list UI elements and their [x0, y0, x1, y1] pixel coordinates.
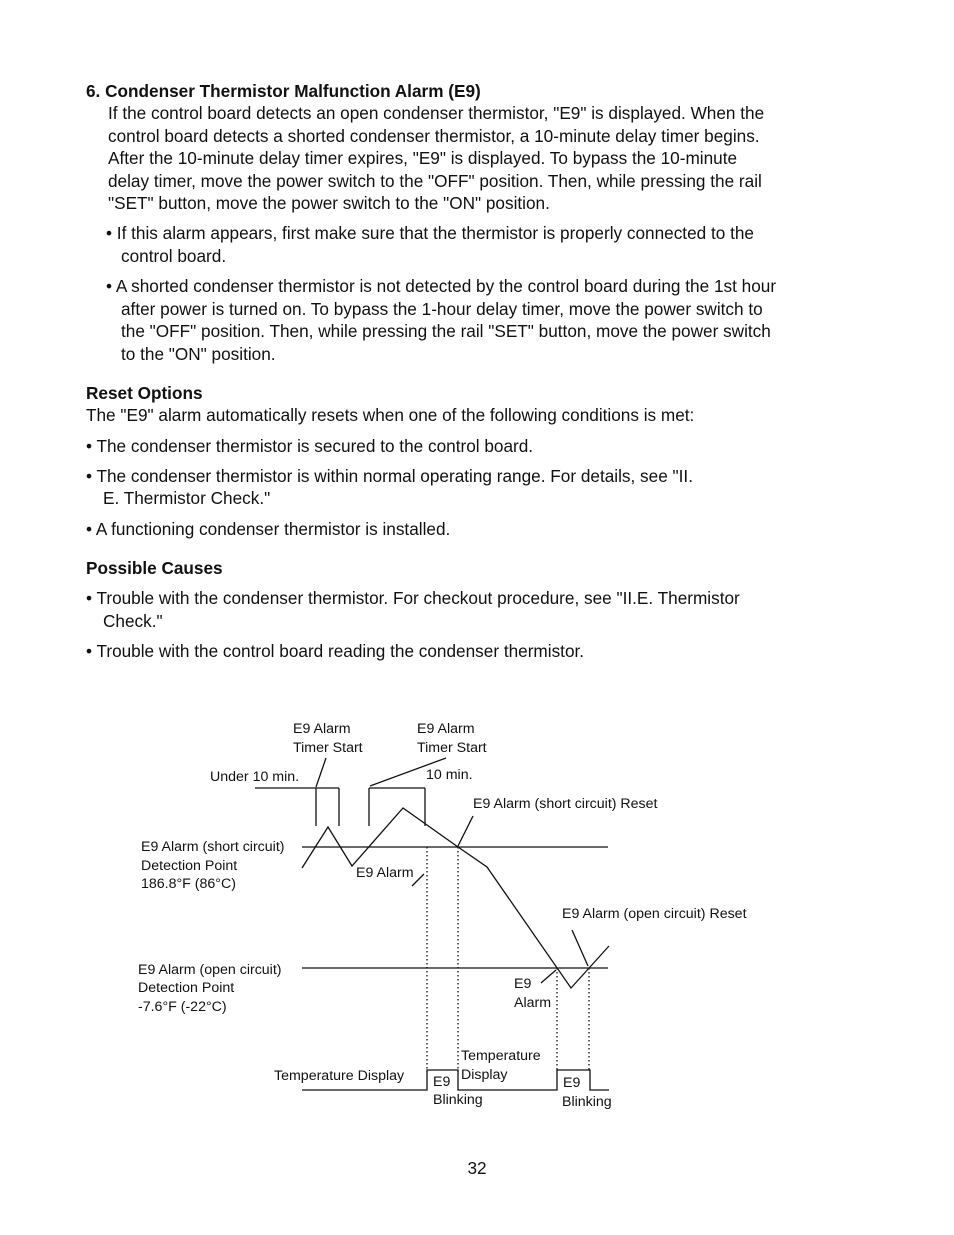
intro-line: delay timer, move the power switch to the "OFF" position. Then, while pressing the rail [108, 171, 762, 191]
reset-item: • The condenser thermistor is within normal operating range. For details, see "II. [86, 466, 693, 486]
cause-item: Check." [103, 611, 163, 631]
note-line: to the "ON" position. [121, 344, 276, 364]
page-number: 32 [467, 1158, 487, 1178]
reset-item: E. Thermistor Check." [103, 488, 271, 508]
reset-heading: Reset Options [86, 383, 203, 403]
open-detection-label: -7.6°F (-22°C) [138, 999, 227, 1015]
e9-alarm-label-1: E9 Alarm [356, 865, 414, 881]
cause-item: • Trouble with the condenser thermistor. For checkout procedure, see "II.E. Thermistor [86, 588, 740, 608]
temperature-display-label-2: Temperature [461, 1048, 541, 1064]
reset-item: • A functioning condenser thermistor is installed. [86, 519, 451, 539]
e9-alarm-label-2: Alarm [514, 995, 552, 1011]
note-line: the "OFF" position. Then, while pressing the rail "SET" button, move the power switch [121, 321, 771, 341]
ten-min-label: 10 min. [426, 767, 473, 783]
open-detection-label: E9 Alarm (open circuit) [138, 962, 282, 978]
intro-line: control board detects a shorted condenser thermistor, a 10-minute delay timer begins. [108, 126, 760, 146]
note-line: after power is turned on. To bypass the 1-hour delay timer, move the power switch to [121, 299, 763, 319]
intro-line: "SET" button, move the power switch to the "ON" position. [108, 193, 550, 213]
note-line: • A shorted condenser thermistor is not detected by the control board during the 1st hour [106, 276, 777, 296]
open-circuit-reset-label: E9 Alarm (open circuit) Reset [562, 906, 747, 922]
section-heading: 6. Condenser Thermistor Malfunction Alarm (E9) [86, 81, 481, 101]
temperature-display-label-2: Display [461, 1067, 508, 1083]
intro-line: If the control board detects an open condenser thermistor, "E9" is displayed. When the [108, 103, 765, 123]
short-detection-label: E9 Alarm (short circuit) [141, 839, 285, 855]
note-line: • If this alarm appears, first make sure that the thermistor is properly connected to the [106, 223, 754, 243]
temperature-display-label-1: Temperature Display [274, 1068, 405, 1084]
timer-start-label-2: E9 Alarm [417, 721, 475, 737]
temperature-curve [302, 808, 609, 988]
note-line: control board. [121, 246, 227, 266]
e9-box-label-1: E9 [433, 1074, 451, 1090]
timer-start-label-1: Timer Start [293, 740, 363, 756]
e9-box-label-2: E9 [563, 1075, 581, 1091]
under-10-min-label: Under 10 min. [210, 769, 300, 785]
short-detection-label: Detection Point [141, 858, 238, 874]
reset-item: • The condenser thermistor is secured to the control board. [86, 436, 534, 456]
short-detection-label: 186.8°F (86°C) [141, 876, 236, 892]
blinking-label-1: Blinking [433, 1092, 483, 1108]
timer-start-label-1: E9 Alarm [293, 721, 351, 737]
open-detection-label: Detection Point [138, 980, 235, 996]
short-circuit-reset-label: E9 Alarm (short circuit) Reset [473, 796, 658, 812]
cause-item: • Trouble with the control board reading the condenser thermistor. [86, 641, 585, 661]
blinking-label-2: Blinking [562, 1094, 612, 1110]
reset-intro: The "E9" alarm automatically resets when one of the following conditions is met: [86, 405, 695, 425]
e9-alarm-label-2: E9 [514, 976, 532, 992]
timer-start-label-2: Timer Start [417, 740, 487, 756]
causes-heading: Possible Causes [86, 558, 223, 578]
intro-line: After the 10-minute delay timer expires, "E9" is displayed. To bypass the 10-minute [108, 148, 738, 168]
